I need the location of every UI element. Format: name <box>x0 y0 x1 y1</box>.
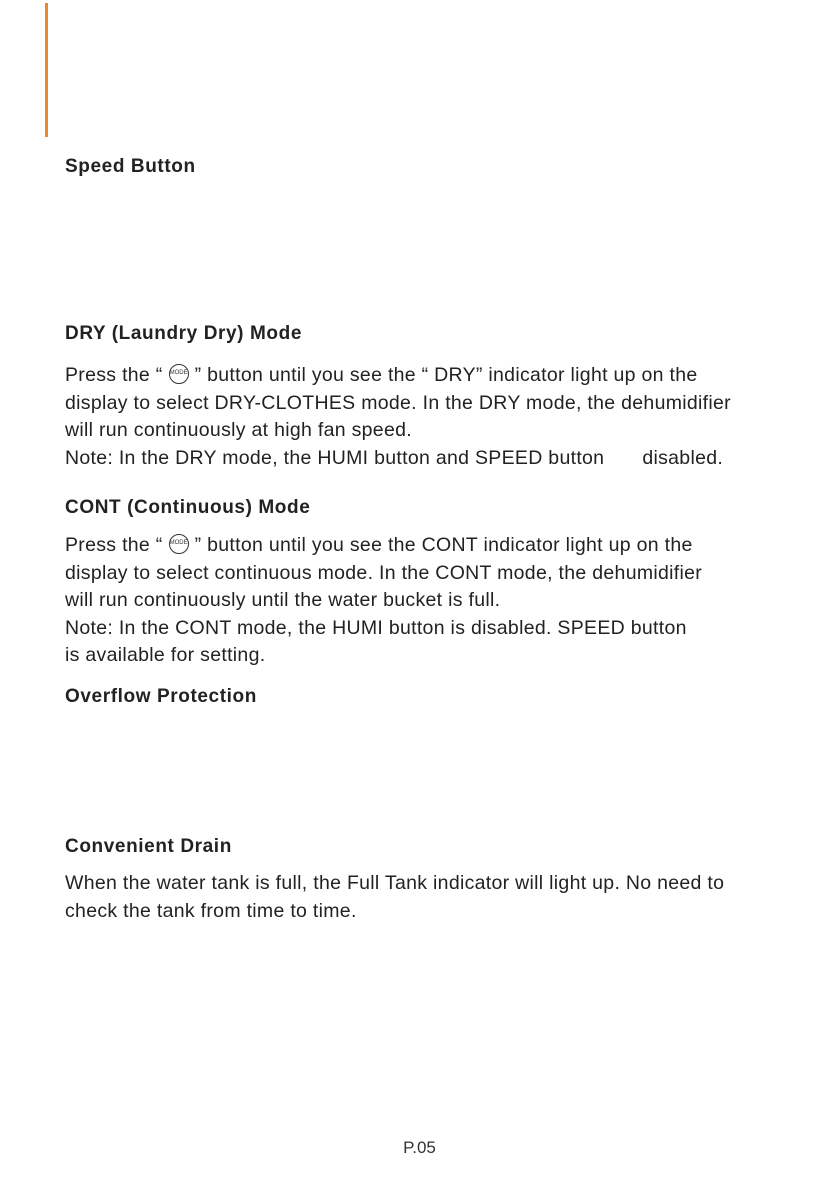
cont-mode-line-1: Press the “ MODE ” button until you see the CONT indicator light up on the <box>65 534 693 556</box>
dry-mode-heading: DRY (Laundry Dry) Mode <box>65 323 302 344</box>
cont-mode-paragraph <box>65 532 702 670</box>
dry-mode-note: Note: In the DRY mode, the HUMI button and SPEED button disabled. <box>65 446 724 469</box>
convenient-drain-paragraph <box>65 870 724 925</box>
accent-bar <box>45 3 48 137</box>
cont-mode-note: Note: In the CONT mode, the HUMI button is disabled. SPEED button <box>65 616 687 639</box>
drain-line-1: When the water tank is full, the Full Tank indicator will light up. No need to <box>65 872 725 894</box>
cont-mode-line-3: will run continuously until the water bucket is full. <box>65 589 501 611</box>
speed-button-heading: Speed Button <box>65 156 196 177</box>
mode-button-icon: MODE <box>169 534 189 554</box>
cont-mode-line-5: is available for setting. <box>65 644 266 666</box>
dry-mode-line-2: display to select DRY-CLOTHES mode. In the DRY mode, the dehumidifier <box>65 391 731 414</box>
convenient-drain-heading: Convenient Drain <box>65 836 232 857</box>
mode-button-icon: MODE <box>169 364 189 384</box>
cont-mode-heading: CONT (Continuous) Mode <box>65 497 311 518</box>
drain-line-2: check the tank from time to time. <box>65 899 357 922</box>
dry-mode-line-1: Press the “ MODE ” button until you see the “ DRY” indicator light up on the <box>65 364 698 386</box>
cont-mode-line-2: display to select continuous mode. In the CONT mode, the dehumidifier <box>65 561 703 584</box>
page-number: P.05 <box>403 1138 436 1157</box>
dry-mode-paragraph <box>65 362 731 472</box>
overflow-protection-heading: Overflow Protection <box>65 686 257 707</box>
dry-mode-line-3: will run continuously at high fan speed. <box>65 419 412 441</box>
